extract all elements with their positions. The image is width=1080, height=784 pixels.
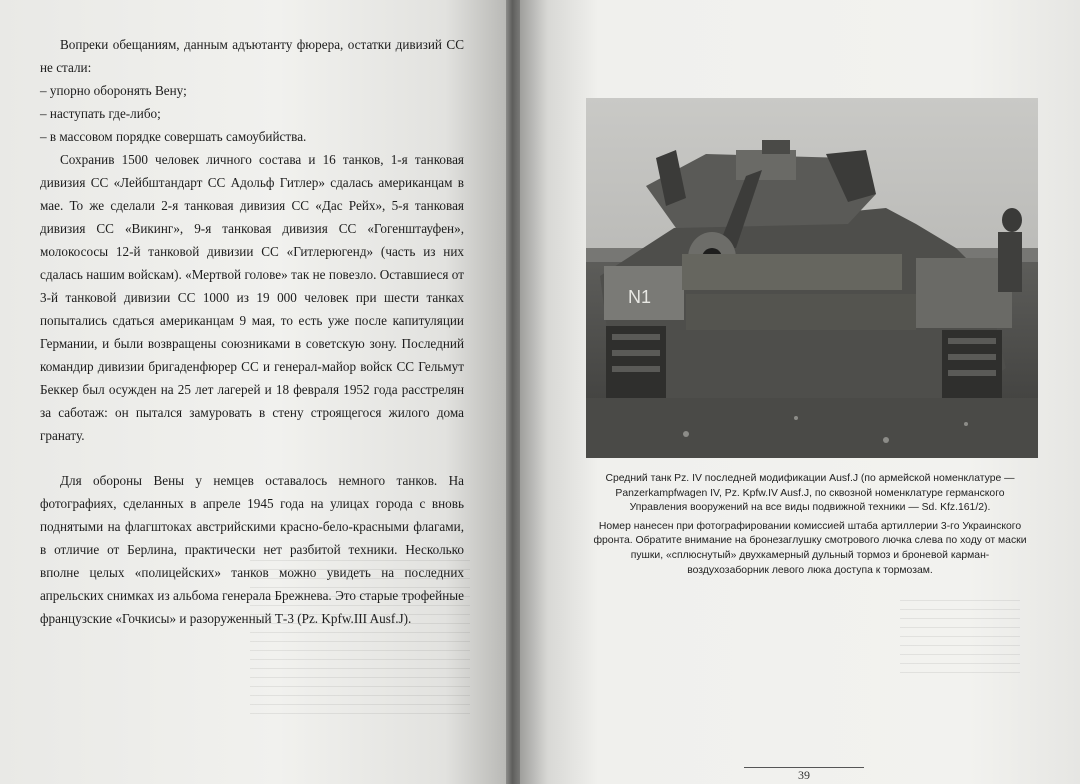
left-page-text <box>40 33 464 630</box>
paragraph-vienna: Для обороны Вены у немцев оставалось немного танков. На фотографиях, сделанных в апреле 1945 года на улицах города с вновь поднятыми на флагштоках австрийскими красно-бело-красными флагами, в отличие от Берлина, практически нет разбитой техники. Несколько вполне целых «полицейских» танков можно увидеть на последних апрельских снимках из альбома генерала Брежнева. Это старые трофейные французские «Гочкисы» и разоруженный Т-3 (Pz. Kpfw.III Ausf.J). <box>40 473 464 626</box>
list-item: – наступать где-либо; <box>40 106 161 121</box>
tank-photo-icon <box>586 98 1038 458</box>
paragraph-gap <box>40 447 464 469</box>
paragraph-divisions: Сохранив 1500 человек личного состава и 16 танков, 1-я танковая дивизия СС «Лейбштандарт СС Адольф Гитлер» сдалась американцам в мае. То же сделали 2-я танковая дивизия СС «Дас Рейх», 5-я танковая дивизия СС «Викинг», 9-я танковая дивизия СС «Гогенштауфен», молокососы 12-й танковой дивизии СС «Гитлерюгенд» (часть из них сдалась нашим войскам). «Мертвой голове» так не повезло. Оставшиеся от 3-й танковой дивизии СС 1000 из 19 000 человек при шести танках попытались сдаться американцам 9 мая, то есть уже после капитуляции Германии, и были возвращены союзниками в советскую зону. Последний командир дивизии бригаденфюрер СС и генерал-майор войск СС Гельмут Беккер был осужден на 25 лет лагерей и 18 февраля 1952 года расстрелян за саботаж: он пытался замуровать в стену строящегося жилого дома гранату. <box>40 152 464 443</box>
caption-paragraph: Средний танк Pz. IV последней модификации Ausf.J (по армейской номенклатуре — Panzerkampfwagen IV, Pz. Kpfw.IV Ausf.J, по сквозной номенклатуре германского Управления вооружений на все виды подвижной техники — Sd. Kfz.161/2). <box>605 473 1015 514</box>
tank-photo <box>586 98 1038 458</box>
photo-caption <box>590 472 1030 582</box>
list-item: – упорно оборонять Вену; <box>40 83 187 98</box>
page-number: 39 <box>798 768 810 782</box>
turret-number: N1 <box>628 287 652 307</box>
paragraph-intro: Вопреки обещаниям, данным адъютанту фюрера, остатки дивизий СС не стали: <box>40 37 464 75</box>
caption-paragraph: Номер нанесен при фотографировании комиссией штаба артиллерии 3-го Украинского фронта. Обратите внимание на бронезаглушку смотрового лючка слева по ходу от маски пушки, «сплюснутый» двухкамерный дульный тормоз и броневой карман-воздухозаборник левого люка доступа к тормозам. <box>593 520 1027 576</box>
book-gutter <box>506 0 520 784</box>
list-item: – в массовом порядке совершать самоубийства. <box>40 129 307 144</box>
show-through-text-right <box>900 600 1020 680</box>
